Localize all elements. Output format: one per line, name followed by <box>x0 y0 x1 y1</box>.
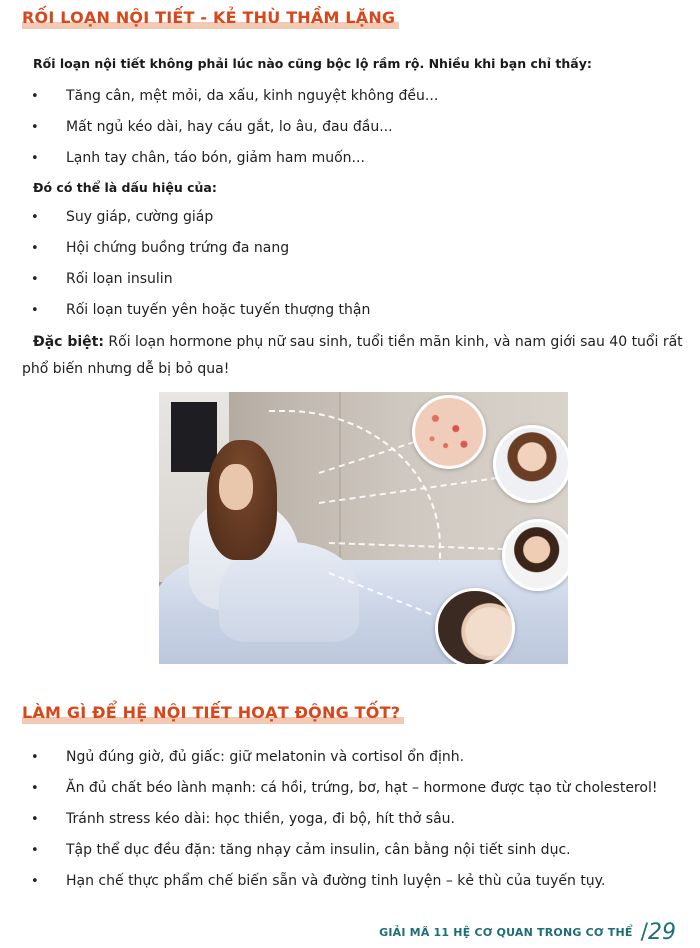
list-item-text: Rối loạn tuyến yên hoặc tuyến thượng thận <box>66 302 371 318</box>
bullet-icon: • <box>31 843 39 858</box>
list-item-text: Hạn chế thực phẩm chế biến sẵn và đường tinh luyện – kẻ thù của tuyến tụy. <box>66 873 606 889</box>
bullet-icon: • <box>31 874 39 889</box>
signs-intro: Đó có thể là dấu hiệu của: <box>33 180 217 195</box>
photo-woman-face <box>219 464 253 510</box>
illustration-photo <box>159 392 568 664</box>
list-item-text: Hội chứng buồng trứng đa nang <box>66 240 290 256</box>
list-item-text: Rối loạn insulin <box>66 271 173 287</box>
list-item-text: Mất ngủ kéo dài, hay cáu gắt, lo âu, đau đầu... <box>66 119 393 135</box>
bullet-icon: • <box>31 89 39 104</box>
acne-skin-bubble-icon <box>412 395 486 469</box>
footer-slash: / <box>640 920 648 945</box>
list-item-text: Suy giáp, cường giáp <box>66 209 214 225</box>
special-note <box>22 329 692 383</box>
bullet-icon: • <box>31 303 39 318</box>
bullet-icon: • <box>31 120 39 135</box>
tired-woman-bubble-icon <box>493 425 568 503</box>
list-item-text: Ăn đủ chất béo lành mạnh: cá hồi, trứng, bơ, hạt – hormone được tạo từ cholesterol! <box>66 780 658 796</box>
list-item-text: Tăng cân, mệt mỏi, da xấu, kinh nguyệt không đều... <box>66 88 439 104</box>
bullet-icon: • <box>31 812 39 827</box>
section-heading-hormone-disorder: RỐI LOẠN NỘI TIẾT - KẺ THÙ THẦM LẶNG <box>22 8 399 29</box>
page-footer <box>379 920 676 945</box>
bullet-icon: • <box>31 151 39 166</box>
symptoms-intro: Rối loạn nội tiết không phải lúc nào cũng bộc lộ rầm rộ. Nhiều khi bạn chỉ thấy: <box>33 56 592 71</box>
face-closeup-bubble-icon <box>435 588 515 664</box>
list-item-text: Lạnh tay chân, táo bón, giảm ham muốn... <box>66 150 365 166</box>
bullet-icon: • <box>31 272 39 287</box>
bullet-icon: • <box>31 241 39 256</box>
special-note-text: Rối loạn hormone phụ nữ sau sinh, tuổi tiền mãn kinh, và nam giới sau 40 tuổi rất phổ biến nhưng dễ bị bỏ qua! <box>22 334 683 377</box>
footer-book-title: GIẢI MÃ 11 HỆ CƠ QUAN TRONG CƠ THỂ <box>379 926 633 939</box>
list-item-text: Ngủ đúng giờ, đủ giấc: giữ melatonin và cortisol ổn định. <box>66 749 465 765</box>
list-item-text: Tập thể dục đều đặn: tăng nhạy cảm insulin, cân bằng nội tiết sinh dục. <box>66 842 571 858</box>
bullet-icon: • <box>31 750 39 765</box>
list-item-text: Tránh stress kéo dài: học thiền, yoga, đi bộ, hít thở sâu. <box>66 811 455 827</box>
section-heading-endocrine-tips: LÀM GÌ ĐỂ HỆ NỘI TIẾT HOẠT ĐỘNG TỐT? <box>22 703 404 724</box>
headache-woman-bubble-icon <box>502 519 568 591</box>
bullet-icon: • <box>31 210 39 225</box>
page-number: 29 <box>648 920 676 945</box>
bullet-icon: • <box>31 781 39 796</box>
special-note-label: Đặc biệt: <box>33 334 104 350</box>
photo-wall-frame <box>171 402 217 472</box>
